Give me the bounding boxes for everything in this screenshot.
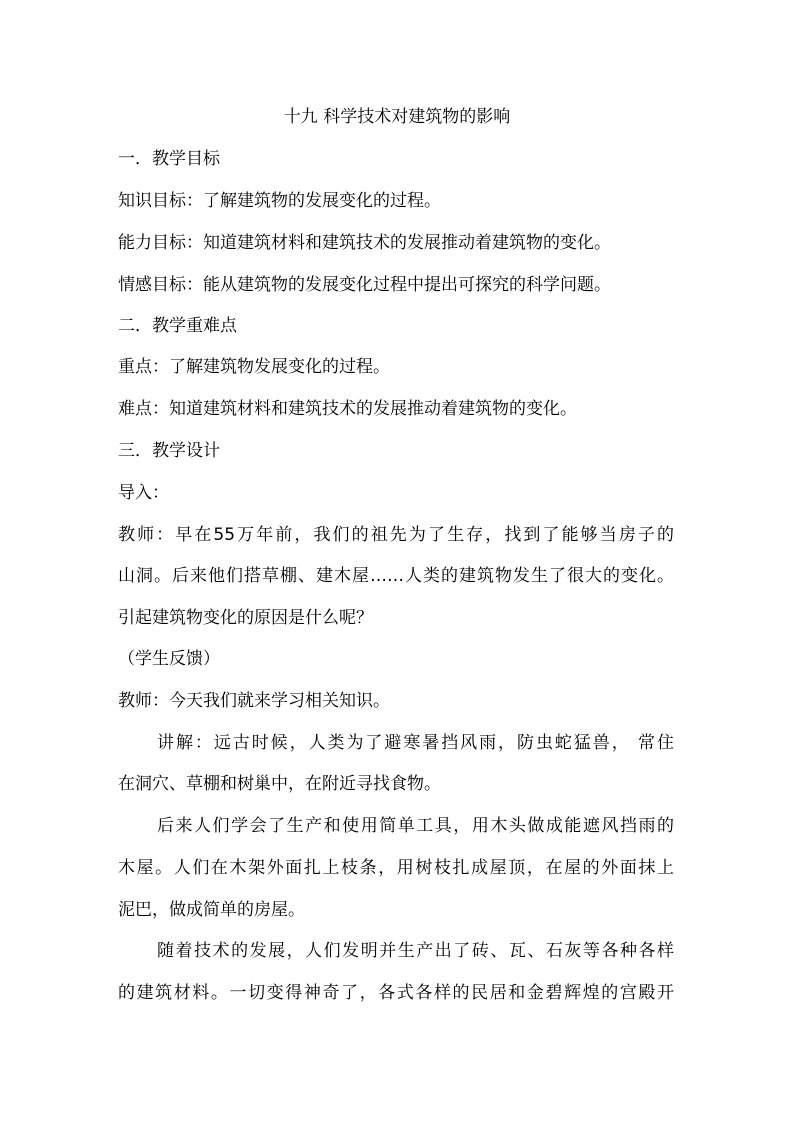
lecture-paragraph-2-line-2: 木屋。人们在木架外面扎上枝条，用树枝扎成屋顶，在屋的外面抹上 <box>118 858 674 878</box>
knowledge-objective: 知识目标：了解建筑物的发展变化的过程。 <box>118 191 441 211</box>
lecture-paragraph-3-line-2: 的建筑材料。一切变得神奇了，各式各样的民居和金碧辉煌的宫殿开 <box>118 983 674 1003</box>
ability-objective: 能力目标：知道建筑材料和建筑技术的发展推动着建筑物的变化。 <box>118 233 611 253</box>
section-heading-design: 三．教学设计 <box>118 441 220 461</box>
section-heading-objectives: 一．教学目标 <box>118 149 220 169</box>
lecture-paragraph-1-line-1: 讲解：远古时候，人类为了避寒暑挡风雨，防虫蛇猛兽， 常住 <box>157 733 674 753</box>
document-title: 十九 科学技术对建筑物的影响 <box>283 107 511 127</box>
lecture-paragraph-1-line-2: 在洞穴、草棚和树巢中，在附近寻找食物。 <box>118 774 441 794</box>
lecture-paragraph-3-line-1: 随着技术的发展，人们发明并生产出了砖、瓦、石灰等各种各样 <box>157 941 674 961</box>
difficult-point: 难点：知道建筑材料和建筑技术的发展推动着建筑物的变化。 <box>118 399 577 419</box>
section-heading-key-points: 二．教学重难点 <box>118 316 237 336</box>
emotion-objective: 情感目标：能从建筑物的发展变化过程中提出可探究的科学问题。 <box>118 275 611 295</box>
teacher-paragraph-line-3: 引起建筑物变化的原因是什么呢？ <box>118 608 373 628</box>
key-point: 重点：了解建筑物发展变化的过程。 <box>118 357 390 377</box>
teacher-paragraph-line-1: 教师：早在55万年前，我们的祖先为了生存，找到了能够当房子的 <box>118 525 674 545</box>
teacher-paragraph-line-2: 山洞。后来他们搭草棚、建木屋……人类的建筑物发生了很大的变化。 <box>118 566 674 586</box>
teacher-closing: 教师：今天我们就来学习相关知识。 <box>118 691 390 711</box>
student-feedback: （学生反馈） <box>118 649 220 669</box>
lecture-paragraph-2-line-3: 泥巴，做成简单的房屋。 <box>118 900 305 920</box>
intro-label: 导入： <box>118 483 169 503</box>
lecture-paragraph-2-line-1: 后来人们学会了生产和使用简单工具，用木头做成能遮风挡雨的 <box>157 816 674 836</box>
